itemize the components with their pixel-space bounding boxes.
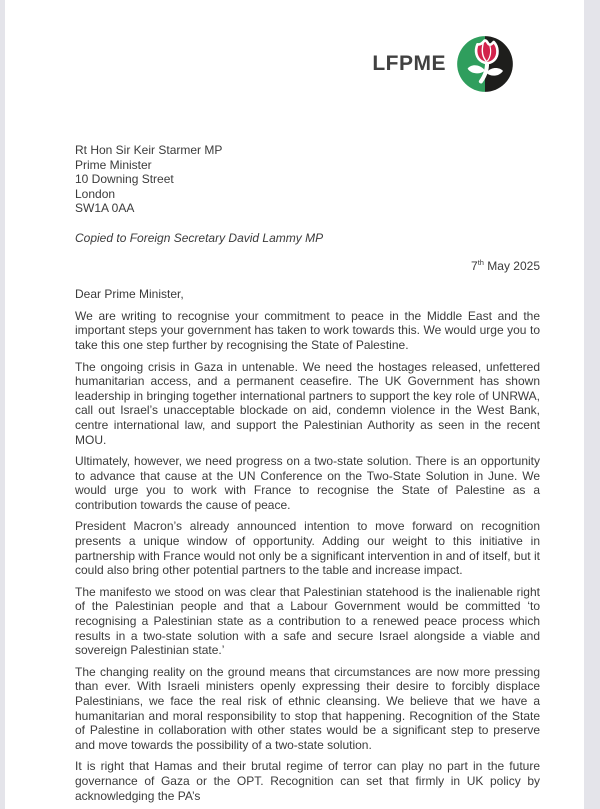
lfpme-rose-emblem-icon <box>456 35 514 93</box>
rose-flower <box>476 41 497 64</box>
letter-page <box>5 0 584 809</box>
paragraph: The ongoing crisis in Gaza in untenable. We need the hostages released, unfettered humanitarian access, and a permanent ceasefire. The UK Government has shown leadership in bringing together international partners to support the key role of UNRWA, call out Israel’s unacceptable blockade on aid, condemn violence in the West Bank, centre international law, and support the Palestinian Authority as seen in the recent MOU. <box>75 359 540 447</box>
paragraph: The changing reality on the ground means that circumstances are now more pressing than ever. With Israeli ministers openly expressing their desire to forcibly displace Palestinians, we face the real risk of ethnic cleansing. We believe that we have a humanitarian and moral responsibility to stop that happening. Recognition of the State of Palestine in collaboration with other states would be a significant step to preserve and move towards the possibility of a two-state solution. <box>75 664 540 752</box>
address-line: Prime Minister <box>75 157 152 172</box>
paragraph: The manifesto we stood on was clear that Palestinian statehood is the inalienable right of the Palestinian people and that a Labour Government would be committed ‘to recognising a Palestinian state as a contribution to a renewed peace process which results in a two-state solution with a safe and secure Israel alongside a viable and sovereign Palestinian state.’ <box>75 584 540 658</box>
date-day: 7 <box>471 258 478 273</box>
letterhead <box>75 33 514 95</box>
cc-line: Copied to Foreign Secretary David Lammy MP <box>75 230 324 245</box>
recipient-address <box>75 143 540 216</box>
lfpme-wordmark: LFPME <box>372 52 446 75</box>
paragraph: President Macron’s already announced intention to move forward on recognition presents a unique window of opportunity. Adding our weight to this initiative in partnership with France would not only be a significant intervention in and of itself, but it could also bring other potential partners to the table and increase impact. <box>75 519 540 578</box>
salutation: Dear Prime Minister, <box>75 287 184 302</box>
address-line: 10 Downing Street <box>75 172 174 187</box>
paragraph: Ultimately, however, we need progress on a two-state solution. There is an opportunity to advance that cause at the UN Conference on the Two-State Solution in June. We would urge you to work with France to recognise the State of Palestine as a contribution towards the cause of peace. <box>75 454 540 512</box>
address-line: Rt Hon Sir Keir Starmer MP <box>75 143 223 157</box>
address-line: London <box>75 186 116 201</box>
paragraph: It is right that Hamas and their brutal regime of terror can play no part in the future governance of Gaza or the OPT. Recognition can set that firmly in UK policy by acknowledging the PA’s <box>75 759 540 803</box>
paragraph: We are writing to recognise your commitment to peace in the Middle East and the important steps your government has taken to work towards this. We would urge you to take this one step further by recognising the State of Palestine. <box>75 308 540 352</box>
letter-body <box>75 309 540 803</box>
date-line <box>75 259 540 274</box>
date-month-year: May 2025 <box>487 258 540 273</box>
address-line: SW1A 0AA <box>75 201 135 216</box>
date-ordinal-suffix: th <box>477 257 484 267</box>
